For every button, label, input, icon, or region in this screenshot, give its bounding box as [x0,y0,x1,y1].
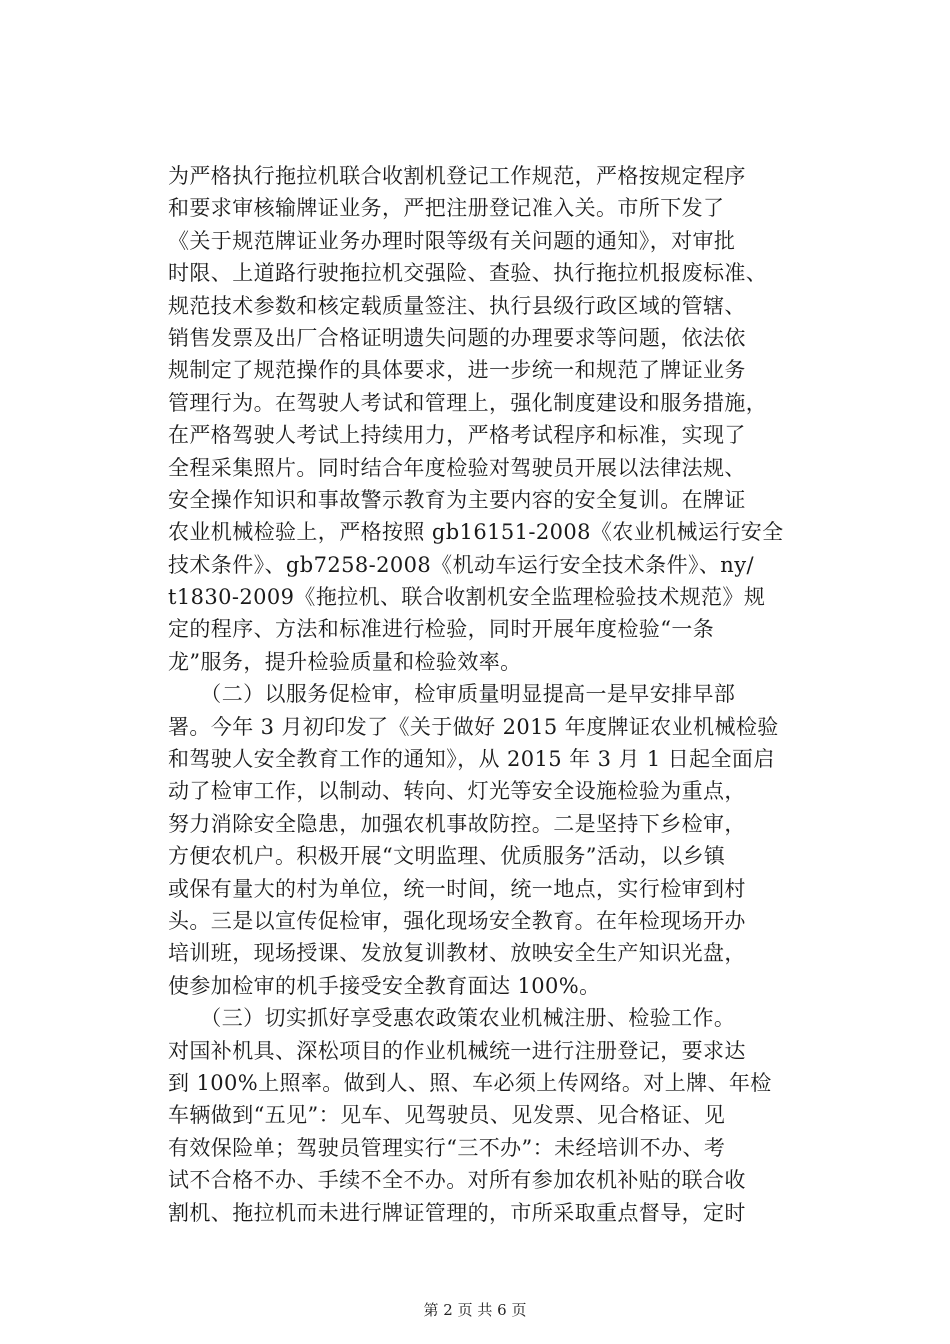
body-line: 龙”服务，提升检验质量和检验效率。 [168,649,522,674]
body-line: 技术条件》、gb7258-2008《机动车运行安全技术条件》、ny/ [168,552,754,577]
body-line: 署。今年 3 月初印发了《关于做好 2015 年度牌证农业机械检验 [168,714,779,739]
body-line: 头。三是以宣传促检审，强化现场安全教育。在年检现场开办 [168,908,746,933]
body-line: 割机、拖拉机而未进行牌证管理的，市所采取重点督导，定时 [168,1200,746,1225]
body-line: 安全操作知识和事故警示教育为主要内容的安全复训。在牌证 [168,487,746,512]
body-line: 农业机械检验上，严格按照 gb16151-2008《农业机械运行安全 [168,520,784,545]
body-line: 试不合格不办、手续不全不办。对所有参加农机补贴的联合收 [168,1168,746,1193]
document-body [168,160,858,1229]
body-line: 《关于规范牌证业务办理时限等级有关问题的通知》，对审批 [168,228,736,253]
body-line: 在严格驾驶人考试上持续用力，严格考试程序和标准，实现了 [168,423,746,448]
body-line: 全程采集照片。同时结合年度检验对驾驶员开展以法律法规、 [168,455,746,480]
body-line: 和要求审核输牌证业务，严把注册登记准入关。市所下发了 [168,196,725,221]
body-line: 规制定了规范操作的具体要求，进一步统一和规范了牌证业务 [168,358,746,383]
paragraph-start-line: （二）以服务促检审，检审质量明显提高一是早安排早部 [168,682,736,707]
body-line: 管理行为。在驾驶人考试和管理上，强化制度建设和服务措施， [168,390,768,415]
body-line: 和驾驶人安全教育工作的通知》，从 2015 年 3 月 1 日起全面启 [168,747,775,772]
body-line: 努力消除安全隐患，加强农机事故防控。二是坚持下乡检审， [168,811,746,836]
body-line: 动了检审工作，以制动、转向、灯光等安全设施检验为重点， [168,779,746,804]
body-line: t1830-2009《拖拉机、联合收割机安全监理检验技术规范》规 [168,585,766,610]
body-line: 到 100%上照率。做到人、照、车必须上传网络。对上牌、年检 [168,1070,772,1095]
body-line: 方便农机户。积极开展“文明监理、优质服务”活动，以乡镇 [168,844,726,869]
body-line: 为严格执行拖拉机联合收割机登记工作规范，严格按规定程序 [168,164,746,188]
body-line: 时限、上道路行驶拖拉机交强险、查验、执行拖拉机报废标准、 [168,261,768,286]
body-line: 对国补机具、深松项目的作业机械统一进行注册登记，要求达 [168,1038,746,1063]
body-line: 销售发票及出厂合格证明遗失问题的办理要求等问题，依法依 [168,325,746,350]
body-line: 车辆做到“五见”：见车、见驾驶员、见发票、见合格证、见 [168,1103,726,1128]
body-line: 有效保险单；驾驶员管理实行“三不办”：未经培训不办、考 [168,1135,726,1160]
body-line: 培训班，现场授课、发放复训教材、放映安全生产知识光盘， [168,941,746,966]
body-line: 使参加检审的机手接受安全教育面达 100%。 [168,973,601,998]
body-line: 规范技术参数和核定载质量签注、执行县级行政区域的管辖、 [168,293,746,318]
paragraph-start-line: （三）切实抓好享受惠农政策农业机械注册、检验工作。 [168,1006,736,1031]
body-line: 定的程序、方法和标准进行检验，同时开展年度检验“一条 [168,617,715,642]
page-number-footer: 第 2 页 共 6 页 [423,1301,527,1319]
body-line: 或保有量大的村为单位，统一时间，统一地点，实行检审到村 [168,876,746,901]
